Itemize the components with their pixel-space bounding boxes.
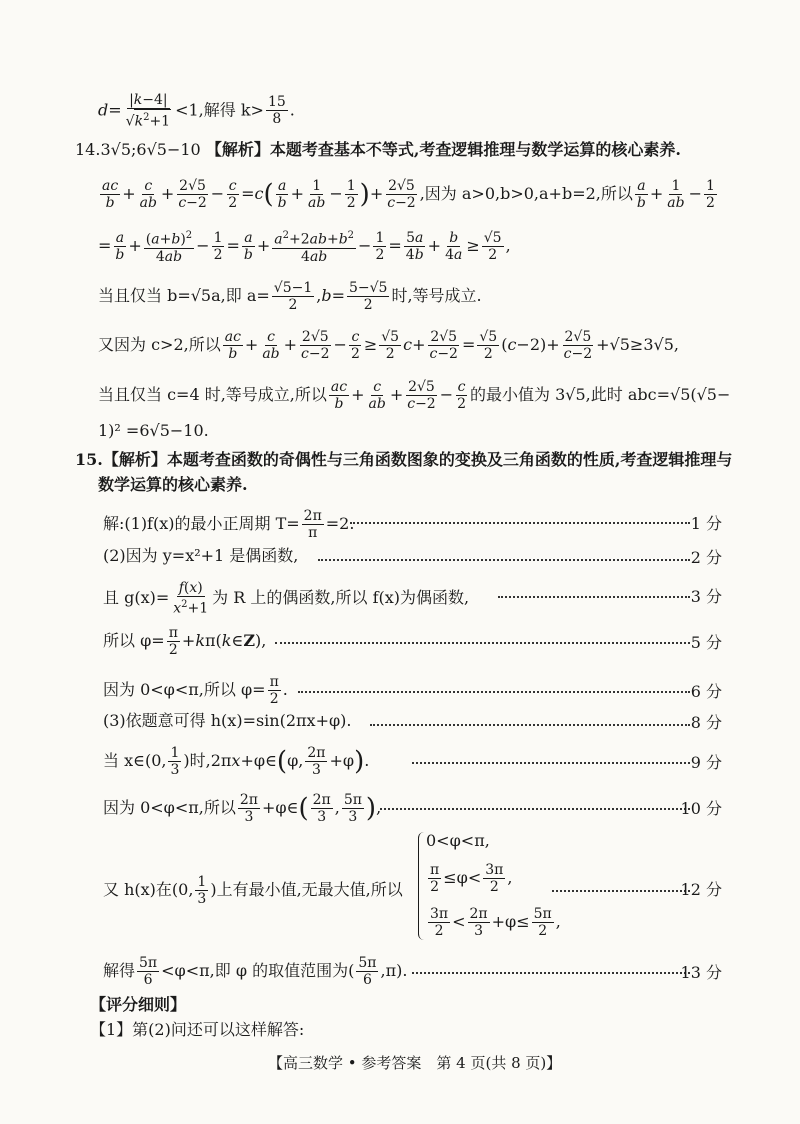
leader-dots (412, 972, 690, 974)
q15-step3: 且 g(x)= $\frac{f(x)}{x^2+1}$ 为 R 上的偶函数,所以 f(x)为偶函数, (103, 580, 470, 617)
q14-line1: $\frac{ac}{b}$ + $\frac{c}{ab}$ + $\frac{2√5}{c-2}$ − $\frac{c}{2}$ =c( $\frac{a}{b}$ + $\frac{1}{ab}$ − $\frac{1}{2}$ )+ $\frac{2√5}{c-2}$ ,因为 a>0,b>0,a+b=2,所以 $\frac{a}{b}$ + $\frac{1}{ab}$ − $\frac{1}{2}$ (102, 178, 715, 211)
system-line-3: $\frac{3\pi}{2}$ < $\frac{2\pi}{3}$ +φ≤ $\frac{5\pi}{2}$ , (430, 906, 561, 939)
grading-title: 【评分细则】 (90, 995, 187, 1014)
system-line-1: 0<φ<π, (426, 831, 490, 850)
leader-dots (298, 691, 690, 693)
leader-dots (552, 890, 690, 892)
q15-step10: 解得 $\frac{5\pi}{6}$ <φ<π,即 φ 的取值范围为( $\frac{5\pi}{6}$ ,π). (103, 955, 408, 988)
q14-line3: 当且仅当 b=√5a,即 a= $\frac{√5-1}{2}$ ,b= $\frac{5-√5}{2}$ 时,等号成立. (98, 280, 482, 313)
leader-dots (275, 642, 690, 644)
grading-item-1: 【1】第(2)问还可以这样解答: (90, 1020, 305, 1039)
page-footer: 【高三数学 • 参考答案 第 4 页(共 8 页)】 (268, 1054, 562, 1072)
q14-line6: 1)² =6√5−10. (98, 421, 209, 440)
leader-dots (350, 522, 690, 524)
q15-step8: 因为 0<φ<π,所以 $\frac{2\pi}{3}$ +φ∈( $\frac{2\pi}{3}$ , $\frac{5\pi}{3}$ ), (103, 792, 382, 825)
q15-header-line2: 数学运算的核心素养. (98, 475, 248, 494)
score-5: 6 分 (690, 682, 722, 701)
score-10: 13 分 (680, 963, 722, 982)
score-7: 9 分 (690, 753, 722, 772)
q15-step7: 当 x∈(0, $\frac{1}{3}$ )时,2πx+φ∈(φ, $\frac{2\pi}{3}$ +φ). (103, 745, 370, 778)
q14-header: 14.3√5;6√5−10 【解析】本题考查基本不等式,考查逻辑推理与数学运算的核心素养. (75, 140, 681, 159)
q14-line2: = $\frac{a}{b}$ + $\frac{(a+b)^2}{4ab}$ − $\frac{1}{2}$ = $\frac{a}{b}$ + $\frac{a^2+2ab+b^2}{4ab}$ − $\frac{1}{2}$ = $\frac{5a}{4b}$ + $\frac{b}{4a}$ ≥ $\frac{√5}{2}$ , (98, 229, 511, 265)
score-2: 2 分 (690, 548, 722, 567)
score-1: 1 分 (690, 514, 722, 533)
score-3: 3 分 (690, 587, 722, 606)
score-8: 10 分 (680, 799, 722, 818)
q15-step6: (3)依题意可得 h(x)=sin(2πx+φ). (103, 711, 352, 730)
q15-header-line1: 15.【解析】本题考查函数的奇偶性与三角函数图象的变换及三角函数的性质,考查逻辑推理与 (75, 450, 733, 469)
score-9: 12 分 (680, 880, 722, 899)
q14-line4: 又因为 c>2,所以 $\frac{ac}{b}$ + $\frac{c}{ab}$ + $\frac{2√5}{c-2}$ − $\frac{c}{2}$ ≥ $\frac{√5}{2}$ c+ $\frac{2√5}{c-2}$ = $\frac{√5}{2}$ (c−2)+ $\frac{2√5}{c-2}$ +√5≥3√5, (98, 329, 679, 362)
q15-step1: 解:(1)f(x)的最小正周期 T= $\frac{2\pi}{\pi}$ =2. (103, 508, 355, 541)
q15-step2: (2)因为 y=x²+1 是偶函数, (103, 546, 299, 565)
leader-dots (412, 762, 690, 764)
q15-step5: 因为 0<φ<π,所以 φ= $\frac{\pi}{2}$ . (103, 674, 288, 707)
q15-step4: 所以 φ= $\frac{\pi}{2}$ +kπ(k∈Z), (103, 625, 267, 658)
leader-dots (380, 808, 690, 810)
score-4: 5 分 (690, 633, 722, 652)
leader-dots (318, 559, 690, 561)
score-6: 8 分 (690, 713, 722, 732)
system-line-2: $\frac{\pi}{2}$ ≤φ< $\frac{3\pi}{2}$ , (430, 862, 513, 895)
leader-dots (498, 596, 690, 598)
q15-step9: 又 h(x)在(0, $\frac{1}{3}$ )上有最小值,无最大值,所以 (103, 874, 403, 907)
q14-line5: 当且仅当 c=4 时,等号成立,所以 $\frac{ac}{b}$ + $\frac{c}{ab}$ + $\frac{2√5}{c-2}$ − $\frac{c}{2}$ 的最小值为 3√5,此时 abc=√5(√5− (98, 379, 731, 412)
leader-dots (370, 724, 690, 726)
header-line: d= $\frac{|k-4|}{√k^2+1}$ <1,解得 k> $\frac{15}{8}$ . (98, 92, 295, 130)
